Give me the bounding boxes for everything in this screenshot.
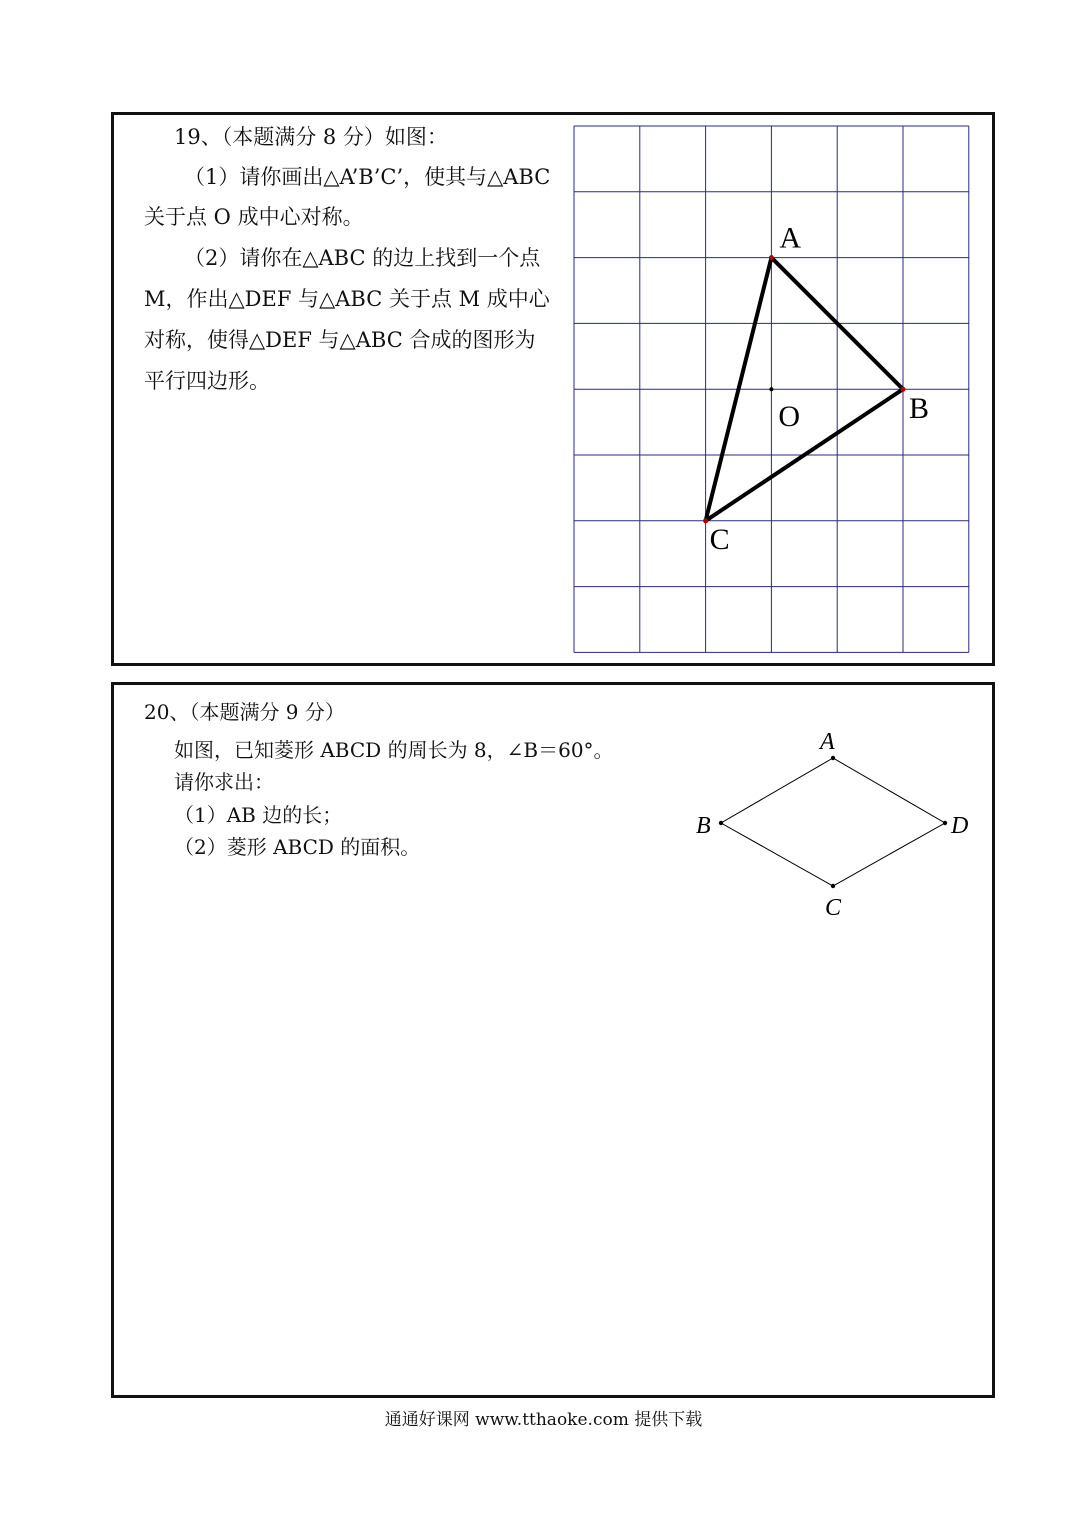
q19-part1-line2: 关于点 O 成中心对称。 <box>144 205 364 229</box>
label-c: C <box>825 895 842 921</box>
q20-line2: 请你求出： <box>174 770 274 794</box>
rhombus-abcd <box>721 758 945 886</box>
q20-line4: （2）菱形 ABCD 的面积。 <box>174 835 421 859</box>
q19-part2-line1: （2）请你在△ABC 的边上找到一个点 <box>184 246 541 270</box>
label-c: C <box>709 522 730 556</box>
q19-header: 19、（本题满分 8 分）如图： <box>174 125 448 149</box>
vertex-b-dot <box>719 821 723 825</box>
center-o-dot <box>769 387 773 391</box>
label-b: B <box>909 392 930 426</box>
q20-header: 20、（本题满分 9 分） <box>144 700 345 724</box>
q19-grid-figure <box>114 115 992 663</box>
label-b: B <box>696 813 711 839</box>
vertex-c-dot <box>831 884 835 888</box>
q20-rhombus-figure <box>114 685 992 1395</box>
vertex-a-dot <box>769 255 774 260</box>
label-a: A <box>779 221 802 255</box>
vertex-a-dot <box>831 756 835 760</box>
label-a: A <box>820 729 835 755</box>
label-d: D <box>951 813 969 839</box>
label-o: O <box>778 400 801 434</box>
vertex-c-dot <box>703 518 708 523</box>
q19-part2-line2: M，作出△DEF 与△ABC 关于点 M 成中心 <box>144 287 550 311</box>
vertex-d-dot <box>943 821 947 825</box>
q19-part2-line4: 平行四边形。 <box>144 369 270 393</box>
q19-part1-line1: （1）请你画出△A’B’C’，使其与△ABC <box>184 165 551 189</box>
q19-part2-line3: 对称，使得△DEF 与△ABC 合成的图形为 <box>144 328 536 352</box>
vertex-b-dot <box>901 387 906 392</box>
question-19-box <box>111 112 995 666</box>
q20-line1: 如图，已知菱形 ABCD 的周长为 8，∠B＝60°。 <box>174 738 614 762</box>
q20-line3: （1）AB 边的长； <box>174 803 343 827</box>
question-20-box <box>111 682 995 1398</box>
page-footer: 通通好课网 www.tthaoke.com 提供下载 <box>384 1410 703 1430</box>
